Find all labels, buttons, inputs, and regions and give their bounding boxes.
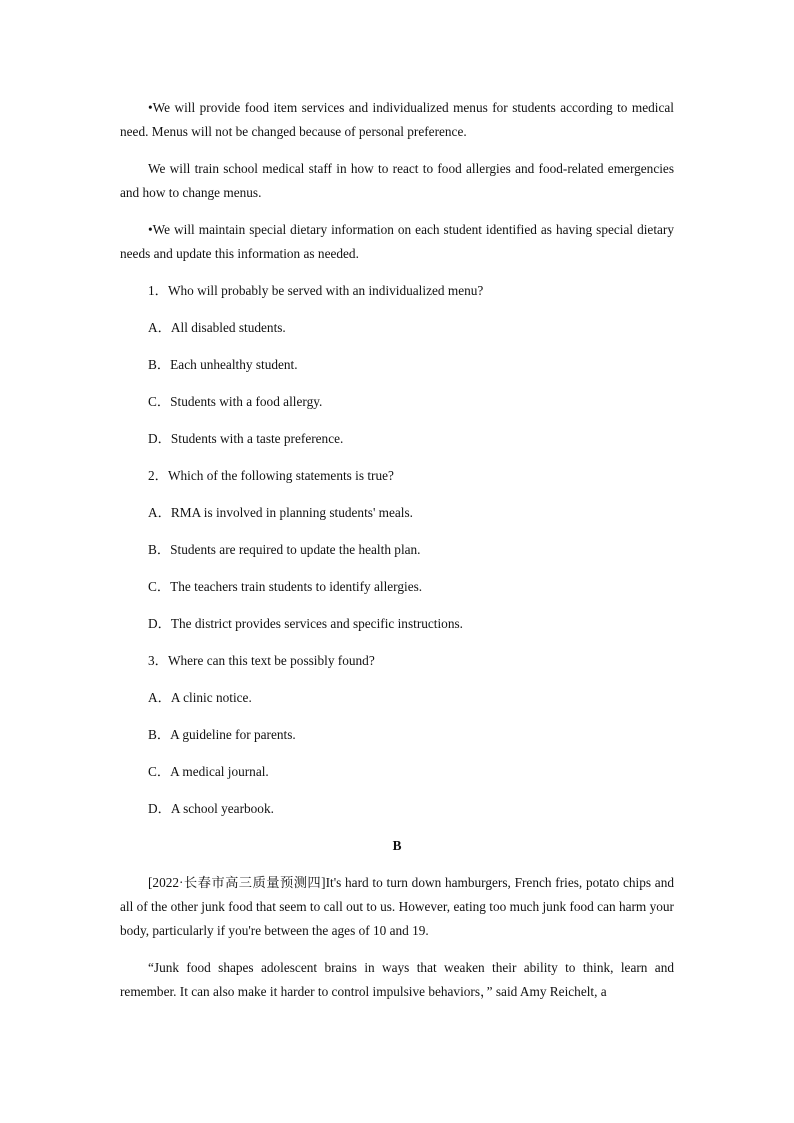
- paragraph: •We will provide food item services and individualized menus for students according to medical need. Menus will not be changed because of personal preference.: [120, 100, 674, 139]
- option-2a: A．RMA is involved in planning students' meals.: [148, 505, 414, 520]
- option-2d: D．The district provides services and specific instructions.: [148, 616, 463, 631]
- option-1b: B．Each unhealthy student.: [148, 357, 298, 372]
- passage-paragraph: “Junk food shapes adolescent brains in ways that weaken their ability to think, learn and remember. It can also make it harder to control impulsive behaviors，” said Amy Reichelt, a: [120, 960, 674, 999]
- option-3c: C．A medical journal.: [148, 764, 269, 779]
- option-1c: C．Students with a food allergy.: [148, 394, 323, 409]
- question-3: 3．Where can this text be possibly found?: [148, 653, 375, 668]
- option-1a: A．All disabled students.: [148, 320, 286, 335]
- option-2c: C．The teachers train students to identify allergies.: [148, 579, 423, 594]
- option-3a: A．A clinic notice.: [148, 690, 252, 705]
- paragraph: •We will maintain special dietary information on each student identified as having special dietary needs and update this information as needed.: [120, 222, 674, 261]
- question-1: 1．Who will probably be served with an individualized menu?: [148, 283, 484, 298]
- question-2: 2．Which of the following statements is true?: [148, 468, 394, 483]
- option-1d: D．Students with a taste preference.: [148, 431, 344, 446]
- option-3b: B．A guideline for parents.: [148, 727, 296, 742]
- option-3d: D．A school yearbook.: [148, 801, 274, 816]
- passage-paragraph: [2022·长春市高三质量预测四]It's hard to turn down hamburgers, French fries, potato chips and all of the other junk food that seem to call out to us. However, eating too much junk food can harm your body, particularly if you're between the ages of 10 and 19.: [120, 875, 674, 938]
- section-heading: B: [392, 838, 402, 853]
- paragraph: We will train school medical staff in how to react to food allergies and food-related emergencies and how to change menus.: [120, 161, 674, 200]
- option-2b: B．Students are required to update the health plan.: [148, 542, 421, 557]
